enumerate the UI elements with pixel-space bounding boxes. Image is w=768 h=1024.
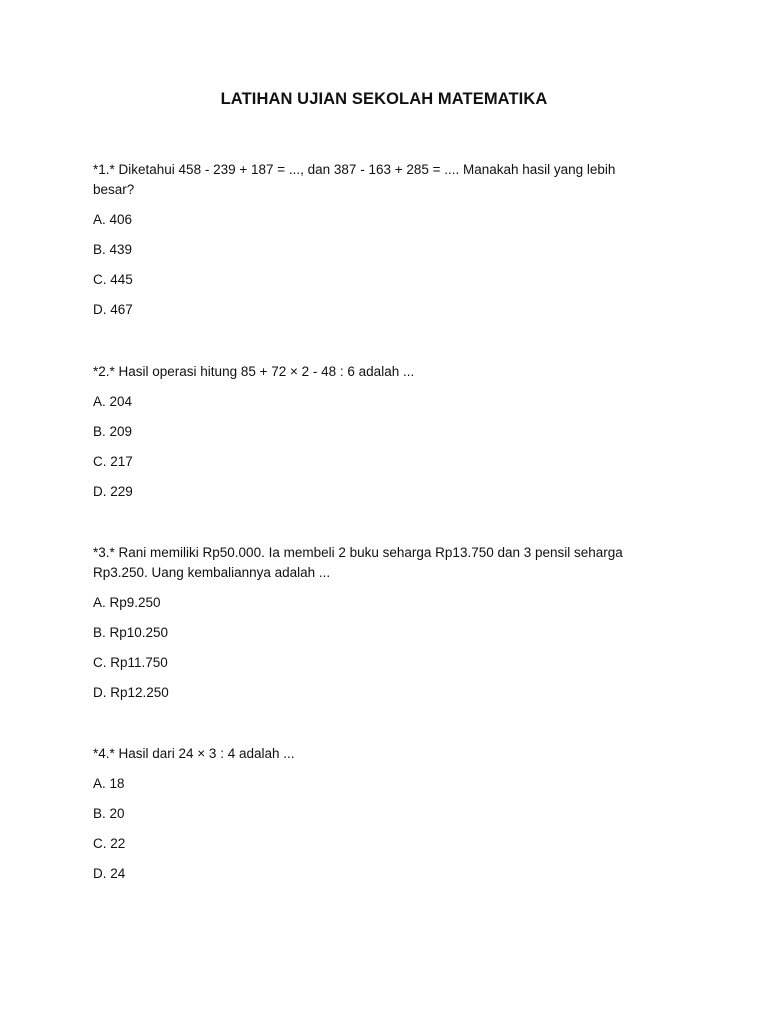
- question-2: [93, 362, 653, 502]
- answer-option-b: B. Rp10.250: [93, 625, 169, 640]
- answer-option-c: C. 22: [93, 836, 126, 851]
- answer-option-d: D. 467: [93, 302, 133, 317]
- page-title: LATIHAN UJIAN SEKOLAH MATEMATIKA: [220, 90, 548, 108]
- answer-option-b: B. 209: [93, 424, 133, 439]
- question-3: [93, 543, 653, 703]
- answer-option-c: C. 445: [93, 272, 133, 287]
- answer-option-a: A. 406: [93, 212, 133, 227]
- answer-option-d: D. Rp12.250: [93, 685, 169, 700]
- answer-option-b: B. 20: [93, 806, 125, 821]
- question-text: *1.* Diketahui 458 - 239 + 187 = ..., dan 387 - 163 + 285 = .... Manakah hasil yang lebih besar?: [93, 162, 616, 197]
- question-text: *2.* Hasil operasi hitung 85 + 72 × 2 - 48 : 6 adalah ...: [93, 364, 415, 379]
- answer-option-a: A. 18: [93, 776, 125, 791]
- question-text: *4.* Hasil dari 24 × 3 : 4 adalah ...: [93, 746, 295, 761]
- question-1: [93, 160, 653, 320]
- answer-option-c: C. Rp11.750: [93, 655, 168, 670]
- answer-option-d: D. 229: [93, 484, 133, 499]
- question-text: *3.* Rani memiliki Rp50.000. Ia membeli 2 buku seharga Rp13.750 dan 3 pensil seharga Rp3.250. Uang kembaliannya adalah ...: [93, 545, 623, 580]
- answer-option-a: A. 204: [93, 394, 133, 409]
- answer-option-b: B. 439: [93, 242, 133, 257]
- question-4: [93, 744, 653, 884]
- answer-option-c: C. 217: [93, 454, 133, 469]
- answer-option-d: D. 24: [93, 866, 126, 881]
- answer-option-a: A. Rp9.250: [93, 595, 161, 610]
